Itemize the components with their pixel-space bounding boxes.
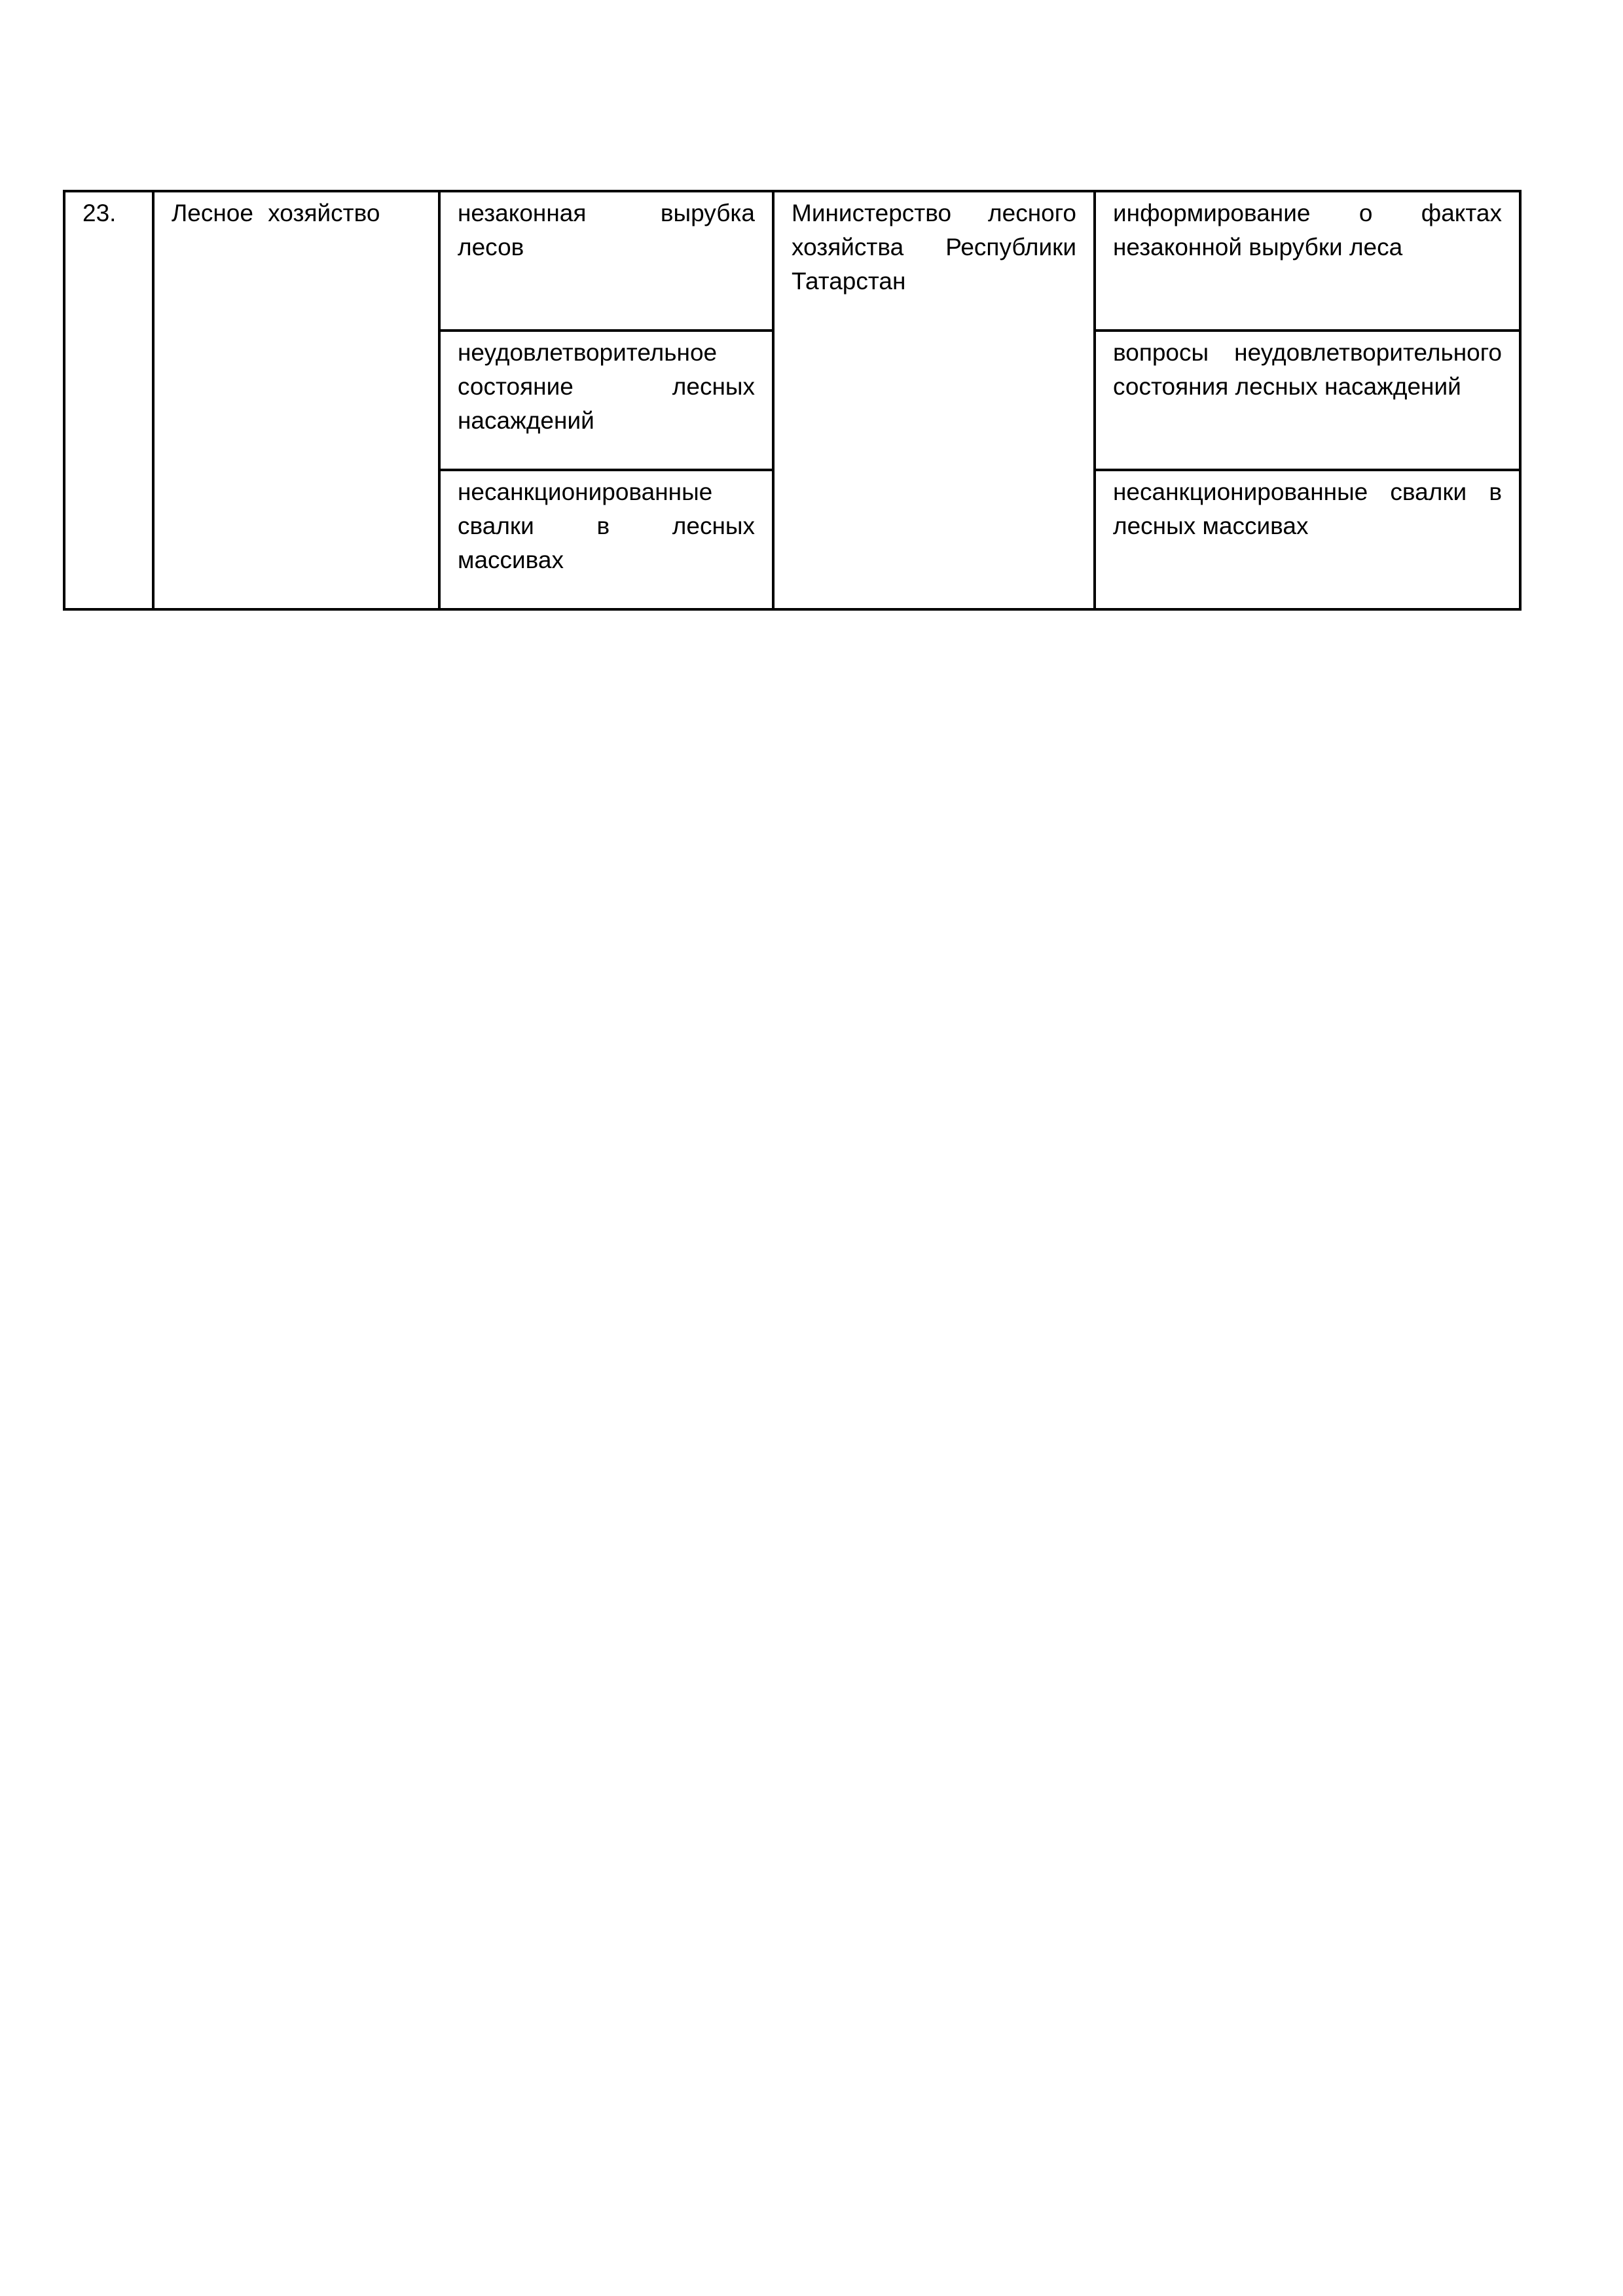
issue-cell: незаконная вырубка лесов — [439, 191, 773, 331]
table-row — [64, 191, 1520, 331]
issue-cell: неудовлетворительное состояние лесных насаждений — [439, 331, 773, 470]
ministry-cell: Министерство лесного хозяйства Республики Татарстан — [773, 191, 1095, 609]
sector-cell: Лесное хозяйство — [153, 191, 439, 609]
action-cell: информирование о фактах незаконной вырубки леса — [1095, 191, 1520, 331]
issue-cell: несанкционированные свалки в лесных массивах — [439, 470, 773, 609]
action-cell: несанкционированные свалки в лесных массивах — [1095, 470, 1520, 609]
responsibility-table — [63, 190, 1522, 611]
row-number-cell: 23. — [64, 191, 153, 609]
action-cell: вопросы неудовлетворительного состояния лесных насаждений — [1095, 331, 1520, 470]
